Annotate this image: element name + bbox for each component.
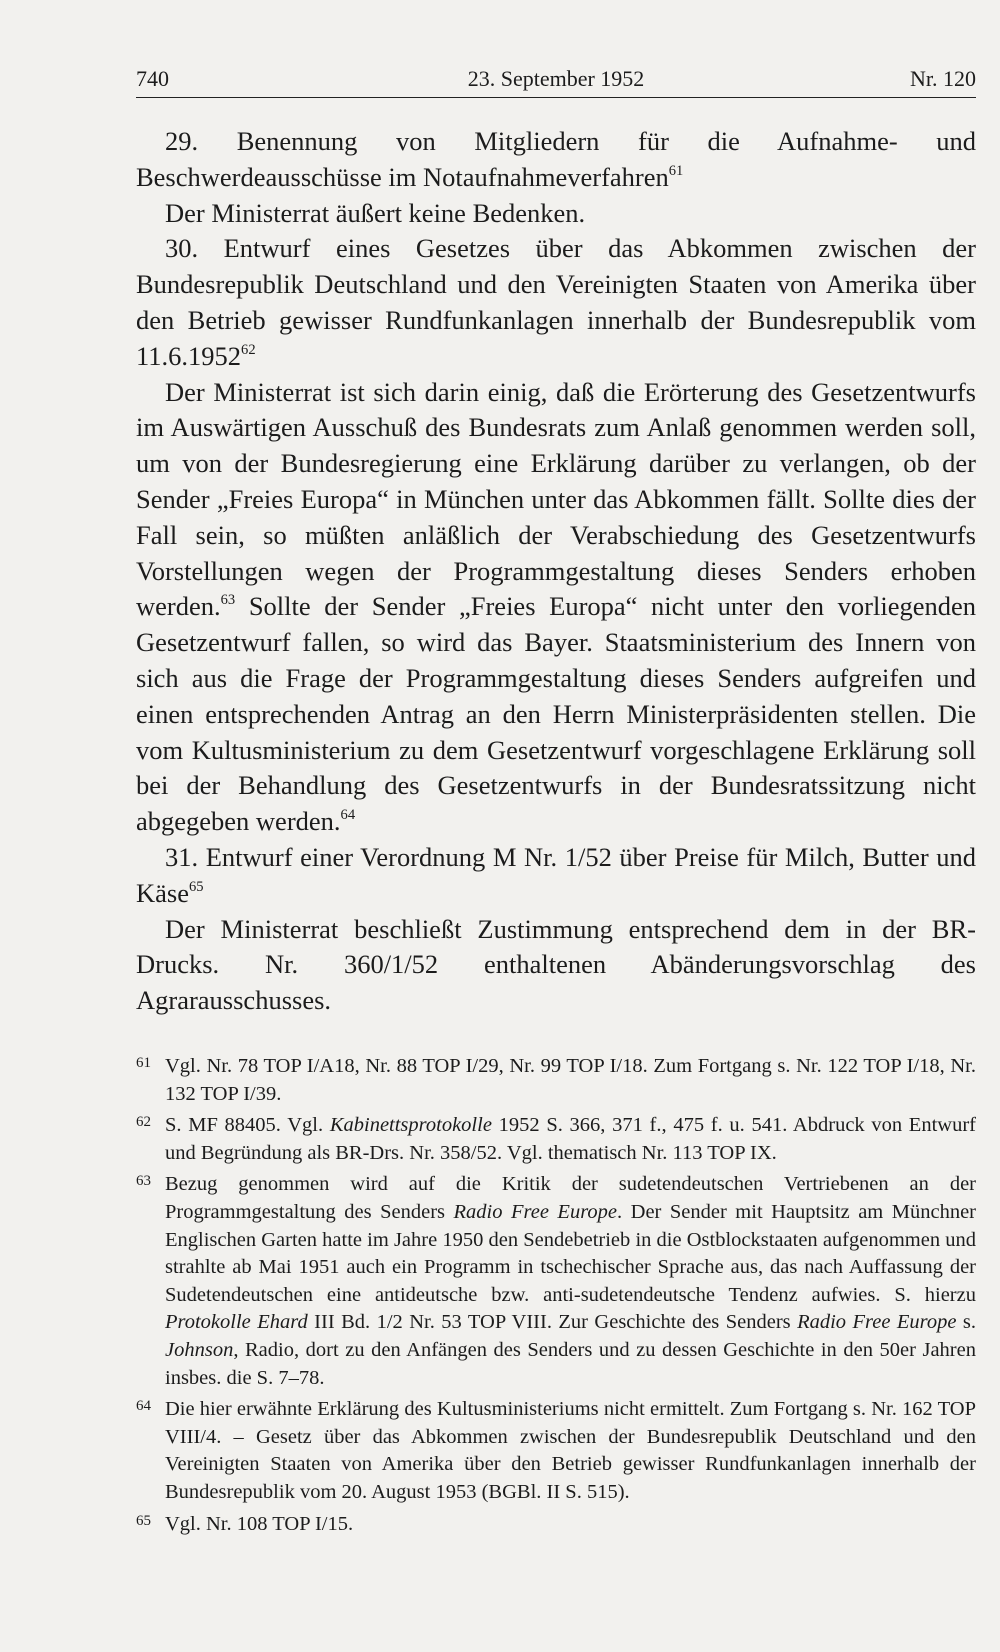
footnote-text: Vgl. Nr. 108 TOP I/15. — [165, 1512, 354, 1535]
header-rule — [136, 97, 976, 98]
footnote-text: Vgl. Nr. 78 TOP I/A18, Nr. 88 TOP I/29, Nr. 99 TOP I/18. Zum Fortgang s. Nr. 122 TOP I/18, Nr. 132 TOP I/39. — [165, 1055, 976, 1105]
agenda-item-30: 30. Entwurf eines Gesetzes über das Abkommen zwischen der Bundesrepublik Deutschland und den Vereinigten Staaten von Amerika über den Betrieb gewisser Rundfunkanlagen innerhalb der Bundesrepublik vom 11.6.1952$^{62}$ — [136, 233, 976, 371]
footnote-65 — [136, 1511, 976, 1539]
footnote-ref-65[interactable]: 65 — [188, 878, 204, 895]
agenda-item-30-decision: Der Ministerrat ist sich darin einig, daß die Erörterung des Gesetzentwurfs im Auswärtigen Ausschuß des Bundesrats zum Anlaß genommen werden soll, um von der Bundesregierung eine Erklärung darüber zu verlangen, ob der Sender „Freies Europa“ in München unter das Abkommen fällt. Sollte dies der Fall sein, so müßten anläßlich der Verabschiedung des Gesetzentwurfs Vorstellungen wegen der Programmgestaltung dieses Senders erhoben werden.$^{63}$ Sollte der Sender „Freies Europa“ nicht unter den vorliegenden Gesetzentwurf fallen, so wird das Bayer. Staatsministerium des Innern von sich aus die Frage der Programmgestaltung dieses Senders aufgreifen und einen entsprechenden Antrag an den Herrn Ministerpräsidenten stellen. Die vom Kultusministerium zu dem Gesetzentwurf vorgeschlagene Erklärung soll bei der Behandlung des Gesetzentwurfs in der Bundesratssitzung nicht abgegeben werden.$^{64}$ — [136, 376, 976, 837]
agenda-item-29-decision: Der Ministerrat äußert keine Bedenken. — [165, 197, 586, 228]
agenda-item-31-decision: Der Ministerrat beschließt Zustimmung entsprechend dem in der BR-Drucks. Nr. 360/1/52 enthaltenen Abänderungsvorschlag des Agrarausschusses. — [136, 913, 976, 1016]
header-issue-number: Nr. 120 — [910, 66, 976, 91]
page-number: 740 — [136, 66, 169, 91]
agenda-item-31: 31. Entwurf einer Verordnung M Nr. 1/52 über Preise für Milch, Butter und Käse$^{65}$ — [136, 841, 976, 908]
agenda-item-29: 29. Benennung von Mitgliedern für die Aufnahme- und Beschwerdeausschüsse im Notaufnahmeverfahren$^{61}$ — [136, 126, 976, 192]
running-header — [136, 62, 976, 96]
footnote-marker: 62 — [136, 1114, 151, 1131]
footnote-text: Die hier erwähnte Erklärung des Kultusministeriums nicht ermittelt. Zum Fortgang s. Nr. 162 TOP VIII/4. – Gesetz über das Abkommen zwischen der Bundesrepublik Deutschland und den Vereinigten Staaten von Amerika über den Betrieb gewisser Rundfunkanlagen innerhalb der Bundesrepublik vom 20. August 1953 (BGBl. II S. 515). — [165, 1398, 976, 1503]
footnote-62 — [136, 1112, 976, 1167]
footnote-ref-64[interactable]: 64 — [340, 807, 356, 824]
footnote-61 — [136, 1053, 976, 1108]
main-text — [136, 124, 976, 1019]
footnote-ref-62[interactable]: 62 — [241, 341, 256, 358]
footnote-text: Bezug genommen wird auf die Kritik der sudetendeutschen Vertriebenen an der Programmgestaltung des Senders Radio Free Europe. Der Sender mit Hauptsitz am Münchner Englischen Garten hatte im Jahre 1950 den Sendebetrieb in die Ostblockstaaten aufgenommen und strahlte ab Mai 1951 auch ein Programm in tschechischer Sprache aus, das nach Auffassung der Sudetendeutschen eine antideutsche bzw. anti-sudetendeutsche Tendenz aufwies. S. hierzu Protokolle Ehard III Bd. 1/2 Nr. 53 TOP VIII. Zur Geschichte des Senders Radio Free Europe s. Johnson, Radio, dort zu den Anfängen des Senders und zu dessen Geschichte in den 50er Jahren insbes. die S. 7–78. — [165, 1173, 977, 1389]
footnote-ref-61[interactable]: 61 — [668, 162, 684, 179]
footnote-64 — [136, 1396, 976, 1506]
footnote-63 — [136, 1171, 976, 1392]
footnote-marker: 65 — [136, 1512, 151, 1529]
footnotes — [136, 1053, 976, 1542]
footnote-text: S. MF 88405. Vgl. Kabinettsprotokolle 1952 S. 366, 371 f., 475 f. u. 541. Abdruck von Entwurf und Begründung als BR-Drs. Nr. 358/52. Vgl. thematisch Nr. 113 TOP IX. — [165, 1114, 976, 1164]
footnote-ref-63[interactable]: 63 — [220, 592, 236, 609]
footnote-marker: 61 — [136, 1055, 151, 1071]
header-date: 23. September 1952 — [467, 66, 645, 91]
footnote-marker: 64 — [136, 1398, 151, 1415]
footnote-marker: 63 — [136, 1173, 151, 1190]
